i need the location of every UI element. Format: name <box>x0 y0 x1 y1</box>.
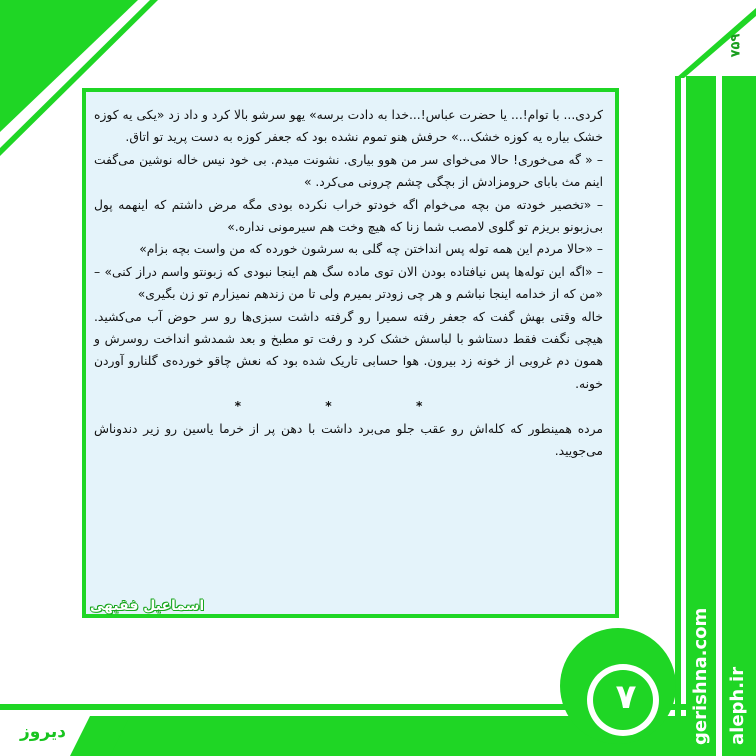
paragraph: کردی... با توام!... یا حضرت عباس!...خدا به دادت برسه» یهو سرشو بالا کرد و داد زد «یکی یه کوزه خشک بیاره یه کوزه خشک...» حرفش هنو تموم نشده بود که جعفر کوزه به دست پرید تو اتاق. <box>94 108 603 145</box>
paragraph: خاله وقتی بهش گفت که جعفر رفته سمیرا رو گرفته داشت سبزی‌ها رو سر حوض آب می‌کشید. هیچی نگفت فقط دستاشو با لباسش خشک کرد و رفت تو مطبخ و بعد شمدشو انداخت روسرش و همون دم غروبی از خونه زد بیرون. هوا حسابی تاریک شده بود که نعش چاقو خورده‌ی گلنارو آوردن خونه. <box>94 309 603 391</box>
section-separator: * * * <box>234 399 463 414</box>
corner-stripe-top-right <box>676 8 756 78</box>
right-bar-3 <box>722 76 756 756</box>
paragraph: – «حالا مردم این همه توله پس انداختن چه گلی به سرشون خورده که من واست بچه بزام» <box>139 242 603 257</box>
paragraph: – «تخصیر خودته من بچه می‌خوام اگه خودتو خراب نکرده بودی مگه مرض داشتم که اینهمه پول بی‌زبونو بریزم تو گلوی لامصب شما زنا که هیچ وخت هم سیرمونی نداره.» <box>94 197 603 235</box>
section-label: دیروز <box>20 722 67 742</box>
closing-paragraph: مرده همینطور که کله‌اش رو عقب جلو می‌برد داشت با دهن پر از خرما یاسین رو زیر دندوناش می‌جویید. <box>94 421 603 459</box>
site-gerishna[interactable]: gerishna.com <box>690 607 711 745</box>
author-name: اسماعیل فقیهی <box>90 598 205 614</box>
site-aleph[interactable]: aleph.ir <box>727 666 748 745</box>
article-panel <box>82 88 619 618</box>
issue-number: ۷ <box>615 677 637 717</box>
right-bar-1 <box>675 76 681 756</box>
paragraph: – «اگه این توله‌ها پس نیافتاده بودن الان توی ماده سگ هم اینجا نبودی که زبونتو واسم دراز کنی» – «من که از خدامه اینجا نباشم و هر چی زودتر بمیرم ولی تا من زندهم نمیزارم تو زن بگیری» <box>94 264 603 302</box>
paragraph: – « گه می‌خوری! حالا می‌خوای سر من هوو بیاری. نشونت میدم. بی خود نیس خاله نوشین می‌گفت اینم مث بابای حرومزادش از بچگی چشم چرونی می‌کرد. » <box>94 152 603 190</box>
page-number: ۷۵۹ <box>728 33 744 58</box>
article-body <box>94 104 603 463</box>
